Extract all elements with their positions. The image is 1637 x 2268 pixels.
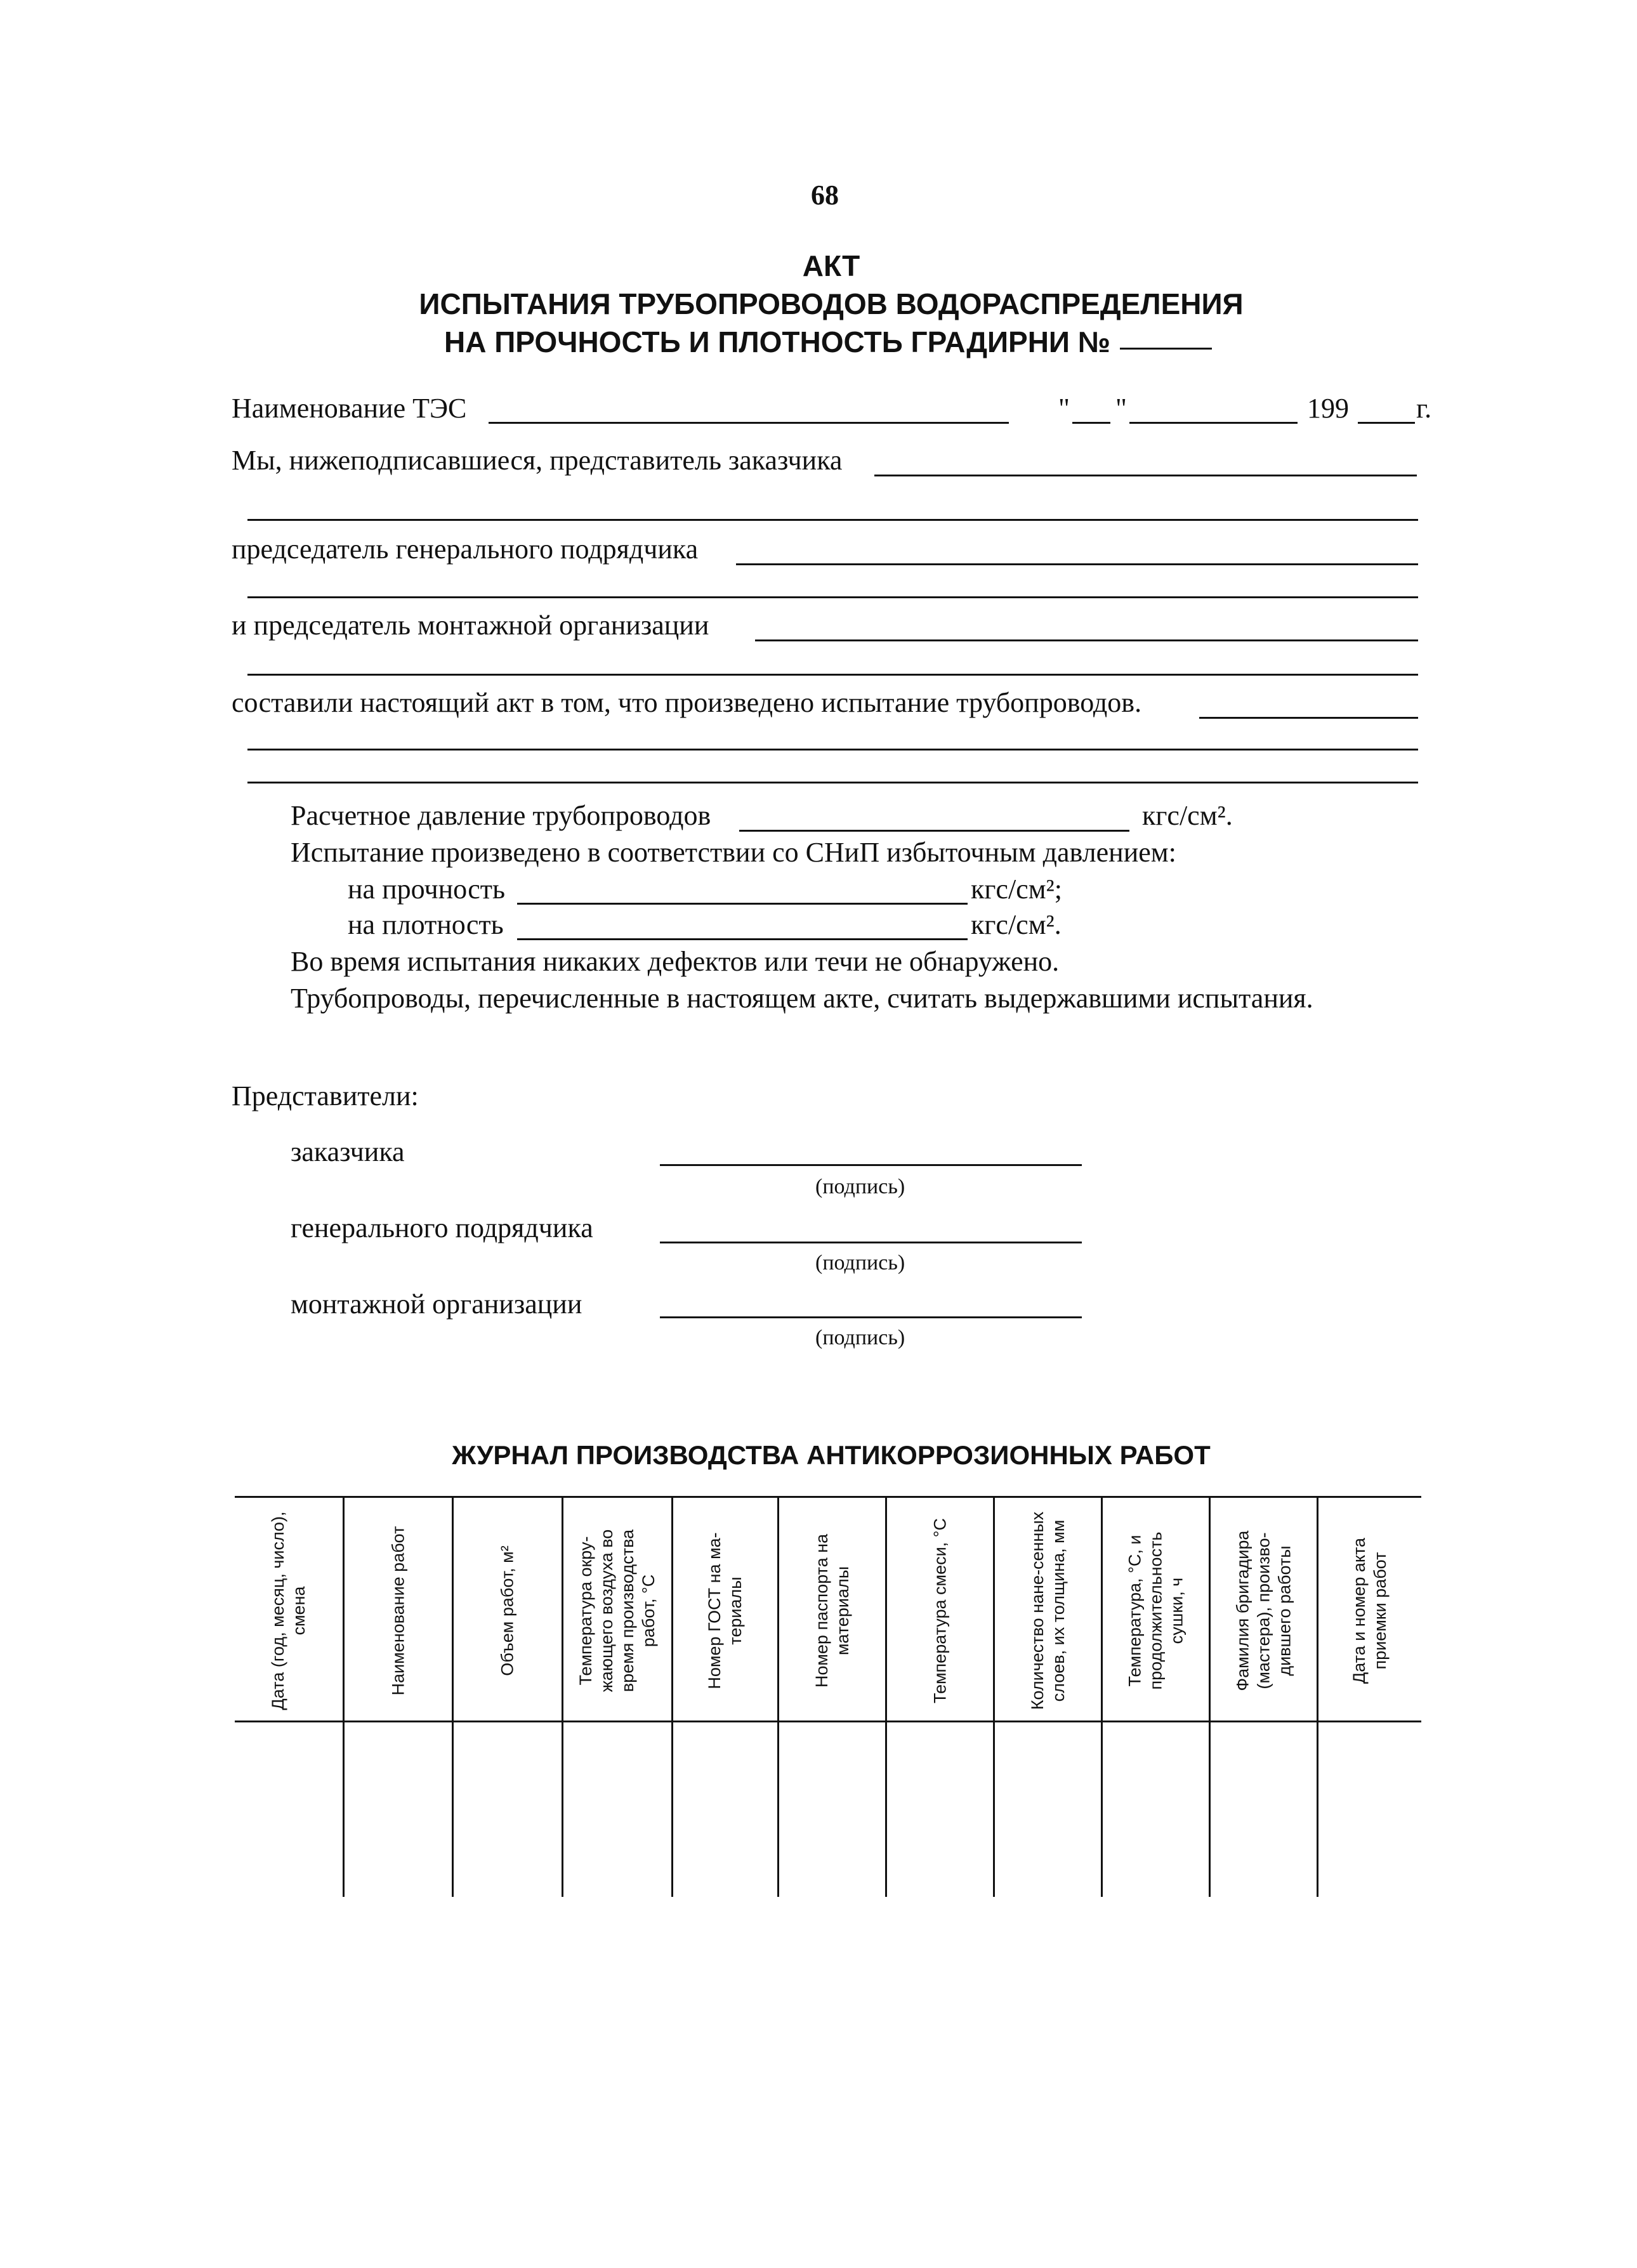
- act-title: АКТ: [802, 249, 860, 282]
- column-header-text: Количество нане-сенных слоев, их толщина, мм: [1027, 1511, 1068, 1710]
- design-pressure-label: Расчетное давление трубопроводов: [291, 800, 711, 831]
- column-header-text: Температура, °С, и продолжительность сушки, ч: [1125, 1531, 1186, 1690]
- density-label: на плотность: [348, 909, 504, 940]
- signature-label-installation-org: монтажной организации: [291, 1288, 582, 1320]
- table-top-border: [235, 1496, 1421, 1498]
- composed-statement: составили настоящий акт в том, что произведено испытание трубопроводов.: [232, 687, 1142, 718]
- signature-line-general-contractor[interactable]: [660, 1242, 1082, 1243]
- column-header-layers: [995, 1501, 1101, 1721]
- installation-org-label: и председатель монтажной организации: [232, 610, 709, 641]
- representatives-heading: Представители:: [232, 1080, 419, 1111]
- general-contractor-field-2[interactable]: [247, 596, 1418, 598]
- strength-field[interactable]: [517, 903, 968, 905]
- column-header-acceptance-act: [1318, 1501, 1421, 1721]
- conclusion-statement: Трубопроводы, перечисленные в настоящем акте, считать выдержавшими испытания.: [291, 983, 1313, 1014]
- no-defects-statement: Во время испытания никаких дефектов или течи не обнаружено.: [291, 946, 1060, 977]
- signature-label-customer: заказчика: [291, 1136, 405, 1167]
- column-header-text: Номер паспорта на материалы: [812, 1533, 852, 1688]
- pipelines-field-2[interactable]: [247, 749, 1418, 751]
- customer-rep-field-2[interactable]: [247, 519, 1418, 521]
- general-contractor-label: председатель генерального подрядчика: [232, 534, 699, 565]
- column-header-text: Фамилия бригадира (мастера), произво-дившего работы: [1233, 1530, 1294, 1691]
- density-field[interactable]: [517, 938, 968, 940]
- year-field[interactable]: [1358, 422, 1415, 424]
- customer-rep-label: Мы, нижеподписавшиеся, представитель заказчика: [232, 445, 843, 476]
- column-header-text: Дата (год, месяц, число), смена: [268, 1511, 308, 1710]
- act-subtitle-2: НА ПРОЧНОСТЬ И ПЛОТНОСТЬ ГРАДИРНИ №: [444, 325, 1111, 358]
- column-header-passport-number: [779, 1501, 885, 1721]
- cooling-tower-number-blank[interactable]: [1120, 348, 1212, 350]
- customer-rep-field[interactable]: [874, 475, 1417, 476]
- tes-name-label: Наименование ТЭС: [232, 393, 467, 424]
- column-header-text: Наименование работ: [388, 1526, 407, 1696]
- strength-unit: кгс/см²;: [971, 874, 1062, 905]
- date-quote-open: ": [1058, 393, 1070, 424]
- installation-org-field-2[interactable]: [247, 674, 1418, 676]
- year-suffix: г.: [1416, 393, 1432, 424]
- tes-name-field[interactable]: [489, 422, 1009, 424]
- column-header-text: Объем работ, м²: [497, 1545, 517, 1676]
- strength-label: на прочность: [348, 874, 506, 905]
- design-pressure-field[interactable]: [739, 830, 1129, 832]
- signature-caption-general-contractor: (подпись): [815, 1251, 905, 1275]
- act-subtitle-1: ИСПЫТАНИЯ ТРУБОПРОВОДОВ ВОДОРАСПРЕДЕЛЕНИЯ: [419, 287, 1244, 320]
- day-field[interactable]: [1072, 422, 1110, 424]
- column-header-gost-number: [673, 1501, 777, 1721]
- signature-caption-installation-org: (подпись): [815, 1326, 905, 1349]
- column-header-date: [235, 1501, 343, 1721]
- installation-org-field[interactable]: [755, 639, 1418, 641]
- column-header-volume: [454, 1501, 562, 1721]
- test-intro: Испытание произведено в соответствии со СНиП избыточным давлением:: [291, 837, 1176, 868]
- pipelines-field[interactable]: [1199, 717, 1418, 719]
- column-header-text: Температура смеси, °С: [930, 1518, 949, 1703]
- column-header-text: Номер ГОСТ на ма-териалы: [705, 1532, 745, 1689]
- design-pressure-unit: кгс/см².: [1142, 800, 1233, 831]
- column-header-text: Дата и номер акта приемки работ: [1350, 1537, 1390, 1684]
- column-header-text: Температура окру-жающего воздуха во время производства работ, °С: [576, 1529, 658, 1693]
- pipelines-field-3[interactable]: [247, 782, 1418, 783]
- signature-label-general-contractor: генерального подрядчика: [291, 1212, 593, 1243]
- table-header-bottom-border: [235, 1721, 1421, 1722]
- date-quote-close: ": [1115, 393, 1127, 424]
- signature-caption-customer: (подпись): [815, 1175, 905, 1198]
- column-header-work-name: [345, 1501, 452, 1721]
- page-number: 68: [811, 180, 839, 211]
- column-header-air-temperature: [563, 1501, 671, 1721]
- general-contractor-field[interactable]: [736, 563, 1418, 565]
- signature-line-installation-org[interactable]: [660, 1316, 1082, 1318]
- column-header-foreman: [1211, 1501, 1317, 1721]
- month-field[interactable]: [1129, 422, 1298, 424]
- signature-line-customer[interactable]: [660, 1164, 1082, 1166]
- density-unit: кгс/см².: [971, 909, 1062, 940]
- column-header-drying: [1103, 1501, 1209, 1721]
- journal-title: ЖУРНАЛ ПРОИЗВОДСТВА АНТИКОРРОЗИОННЫХ РАБОТ: [452, 1440, 1211, 1470]
- column-header-mix-temperature: [887, 1501, 993, 1721]
- year-prefix: 199: [1307, 393, 1349, 424]
